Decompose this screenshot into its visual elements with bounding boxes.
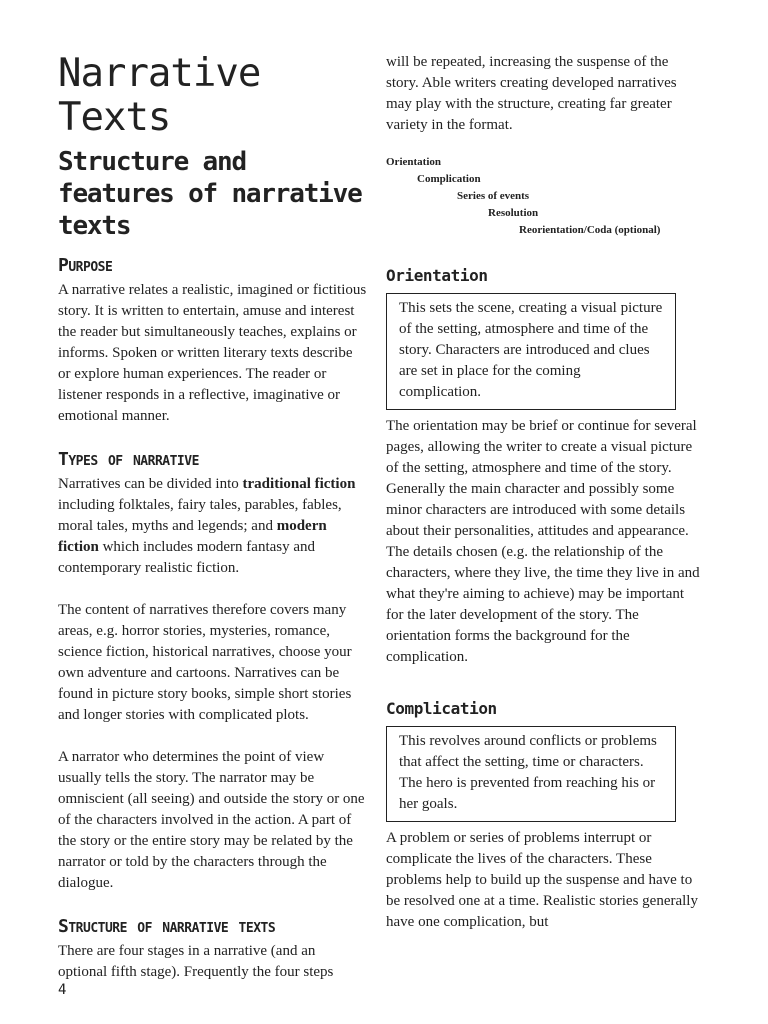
types-p1-end: which includes modern fantasy and contemporary realistic fiction. bbox=[58, 539, 316, 576]
stage-reorientation: Reorientation/Coda (optional) bbox=[519, 224, 661, 236]
left-column bbox=[58, 52, 368, 983]
right-column bbox=[386, 52, 704, 933]
types-p1-start: Narratives can be divided into bbox=[58, 476, 243, 492]
orientation-heading: Orientation bbox=[386, 266, 488, 285]
orientation-paragraph: The orientation may be brief or continue for several pages, allowing the writer to create a visual picture of the setting, atmosphere and time of the story. Generally the main character and possibly some minor characters are introduced with some details about their personalities, attitudes and appearance. The details chosen (e.g. the relationship of the characters, where they live, the time they live in and what they're aiming to achieve) may be important for the later development of the story. The orientation forms the background for the complication. bbox=[386, 418, 700, 665]
types-paragraph-3: A narrator who determines the point of view usually tells the story. The narrator may be omniscient (all seeing) and outside the story or one of the characters involved in the action. A part of the story or the entire story may be related by the narrator or told by the characters through the dialogue. bbox=[58, 749, 365, 891]
types-heading: Types of narrative bbox=[58, 449, 199, 470]
purpose-paragraph: A narrative relates a realistic, imagined or fictitious story. It is written to entertain, amuse and interest the reader but simultaneously teaches, explains or informs. Spoken or written literary texts describe or explore human experiences. The reader or listener responds in a reflective, imaginative or emotional manner. bbox=[58, 282, 367, 424]
modern-fiction-term: modern fiction bbox=[58, 518, 327, 555]
structure-paragraph-continued: will be repeated, increasing the suspense of the story. Able writers creating developed narratives may play with the structure, creating far greater variety in the format. bbox=[386, 54, 677, 133]
traditional-fiction-term: traditional fiction bbox=[242, 476, 356, 492]
structure-paragraph-start: There are four stages in a narrative (and an optional fifth stage). Frequently the four steps bbox=[58, 943, 334, 980]
stage-complication: Complication bbox=[417, 173, 481, 185]
types-paragraph-2: The content of narratives therefore covers many areas, e.g. horror stories, mysteries, romance, science fiction, historical narratives, choose your own adventure and cartoons. Narratives can be found in picture story books, simple short stories and longer stories with complicated plots. bbox=[58, 602, 352, 723]
complication-box-text: This revolves around conflicts or problems that affect the setting, time or characters. The hero is prevented from reaching his or her goals. bbox=[399, 733, 657, 812]
stage-series-of-events: Series of events bbox=[457, 190, 530, 202]
complication-paragraph: A problem or series of problems interrupt or complicate the lives of the characters. These problems help to build up the suspense and have to be resolved one at a time. Realistic stories generally have one complication, but bbox=[386, 830, 698, 930]
page-number: 4 bbox=[58, 982, 67, 998]
structure-heading: Structure of narrative texts bbox=[58, 916, 276, 937]
types-paragraph-1 bbox=[58, 474, 368, 579]
complication-heading: Complication bbox=[386, 699, 497, 718]
orientation-box bbox=[386, 293, 676, 410]
page-subtitle: Structure and features of narrative texts bbox=[58, 147, 362, 241]
stage-resolution: Resolution bbox=[488, 207, 539, 219]
stages-diagram bbox=[386, 154, 704, 239]
complication-box bbox=[386, 726, 676, 822]
orientation-box-text: This sets the scene, creating a visual picture of the setting, atmosphere and time of the story. Characters are introduced and clues are set in place for the coming complication. bbox=[399, 300, 663, 400]
stage-orientation: Orientation bbox=[386, 156, 441, 168]
types-p1-mid: including folktales, fairy tales, parables, fables, moral tales, myths and legends; and bbox=[58, 497, 342, 534]
purpose-heading: Purpose bbox=[58, 255, 113, 276]
page-title: Narrative Texts bbox=[58, 51, 261, 140]
